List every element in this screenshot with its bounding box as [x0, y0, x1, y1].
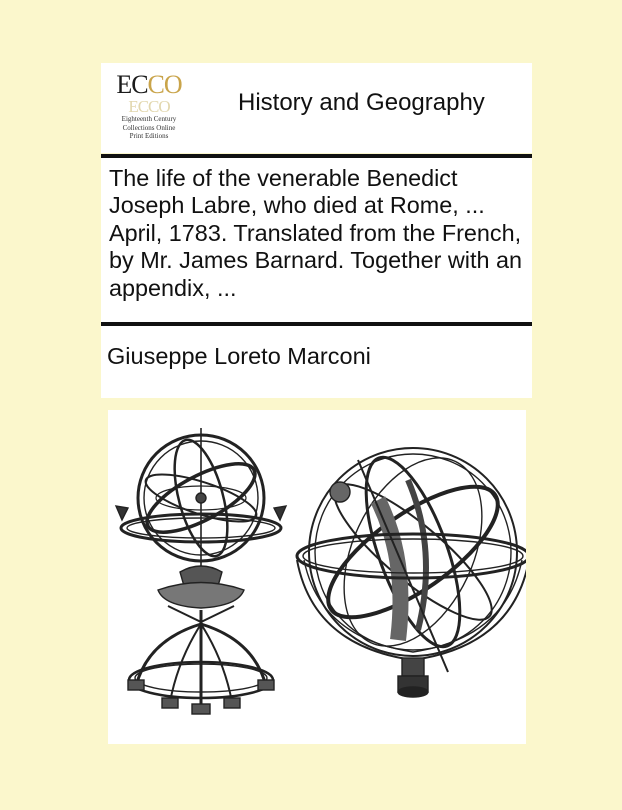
title-panel: [101, 158, 532, 322]
logo-letters: ECCO: [116, 70, 182, 99]
left-armillary-sphere: [116, 428, 286, 714]
series-title: History and Geography: [238, 89, 485, 116]
author-name: Giuseppe Loreto Marconi: [107, 343, 371, 369]
logo-line-3: Print Editions: [129, 132, 169, 140]
series-header: [101, 63, 532, 153]
illustration-panel: [108, 410, 526, 744]
armillary-spheres-illustration: [108, 410, 526, 744]
right-armillary-sphere: [297, 436, 526, 697]
ecco-logo: [107, 71, 191, 147]
book-title: The life of the venerable Benedict Joseph Labre, who died at Rome, ... April, 1783. Translated from the French, by Mr. James Barnard. Together with an appendix, ...: [109, 165, 523, 301]
author-panel: [101, 326, 532, 398]
logo-ghost-letters: ECCO: [128, 97, 170, 116]
logo-line-2: Collections Online: [122, 123, 176, 132]
logo-line-1: Eighteenth Century: [121, 115, 177, 123]
